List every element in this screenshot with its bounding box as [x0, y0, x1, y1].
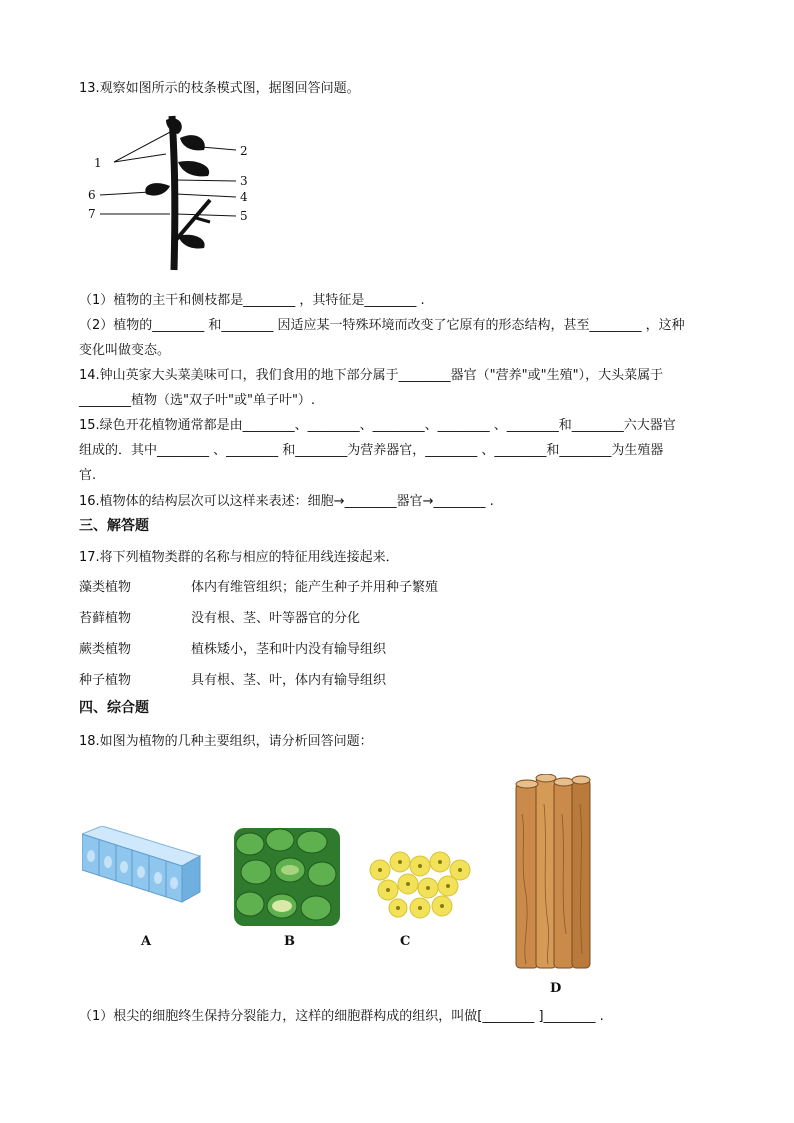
- tissue-a-image: [82, 826, 202, 906]
- q17-feature: 体内有维管组织；能产生种子并用种子繁殖: [191, 580, 439, 595]
- q17-feature: 植株矮小，茎和叶内没有输导组织: [191, 642, 387, 657]
- q17-group-name: 蕨类植物: [79, 642, 132, 657]
- q15-line2: 组成的．其中________ 、________ 和________为营养器官，________ 、________和________为生殖器: [79, 443, 664, 458]
- q13-title: 13.观察如图所示的枝条模式图，据图回答问题。: [79, 81, 360, 96]
- q17-feature: 没有根、茎、叶等器官的分化: [191, 611, 361, 626]
- q17-group-name: 藻类植物: [79, 580, 132, 595]
- tissue-c-label: C: [400, 934, 411, 949]
- diagram-label-5: 5: [240, 209, 248, 223]
- q17-group-name: 苔藓植物: [79, 611, 132, 626]
- diagram-label-2: 2: [240, 144, 248, 158]
- tissue-b-label: B: [284, 934, 295, 949]
- q17-group-name: 种子植物: [79, 673, 132, 688]
- q16: 16.植物体的结构层次可以这样来表述：细胞→________器官→________ .: [79, 494, 494, 509]
- diagram-label-3: 3: [240, 174, 248, 188]
- q13-part1: （1）植物的主干和侧枝都是________ ，其特征是________ .: [79, 293, 425, 308]
- q18-title: 18.如图为植物的几种主要组织，请分析回答问题：: [79, 734, 373, 749]
- tissue-d-label: D: [550, 981, 562, 996]
- tissue-d-image: [512, 774, 594, 972]
- diagram-label-6: 6: [88, 188, 96, 202]
- branch-diagram: [86, 110, 256, 275]
- main-stem: [172, 116, 175, 270]
- q18-part1: （1）根尖的细胞终生保持分裂能力，这样的细胞群构成的组织，叫做[________ ]________ .: [79, 1009, 604, 1024]
- section-4-heading: 四、综合题: [79, 700, 149, 716]
- tissue-b-image: [232, 826, 342, 928]
- q17-title: 17.将下列植物类群的名称与相应的特征用线连接起来．: [79, 550, 399, 565]
- q17-row: [79, 610, 360, 628]
- q14-line1: 14.钟山英家大头菜美味可口，我们食用的地下部分属于________器官（"营养"或"生殖"），大头菜属于: [79, 368, 664, 383]
- q15-line1: 15.绿色开花植物通常都是由________、________、________、________ 、________和________六大器官: [79, 418, 676, 433]
- diagram-label-1: 1: [94, 156, 102, 170]
- section-3-heading: 三、解答题: [79, 518, 149, 534]
- tissue-c-image: [368, 848, 474, 920]
- q14-line2: ________植物（选"双子叶"或"单子叶"）.: [79, 393, 316, 408]
- q17-row: [79, 579, 438, 597]
- tissue-a-label: A: [141, 934, 152, 949]
- q15-line3: 官.: [79, 468, 97, 483]
- diagram-label-4: 4: [240, 190, 248, 204]
- q13-part2-line1: （2）植物的________ 和________ 因适应某一特殊环境而改变了它原有的形态结构，甚至________ ，这种: [79, 318, 685, 333]
- q13-part2-line2: 变化叫做变态。: [79, 343, 171, 358]
- q17-row: [79, 641, 386, 659]
- q17-feature: 具有根、茎、叶，体内有输导组织: [191, 673, 387, 688]
- diagram-label-7: 7: [88, 207, 96, 221]
- q17-row: [79, 672, 386, 690]
